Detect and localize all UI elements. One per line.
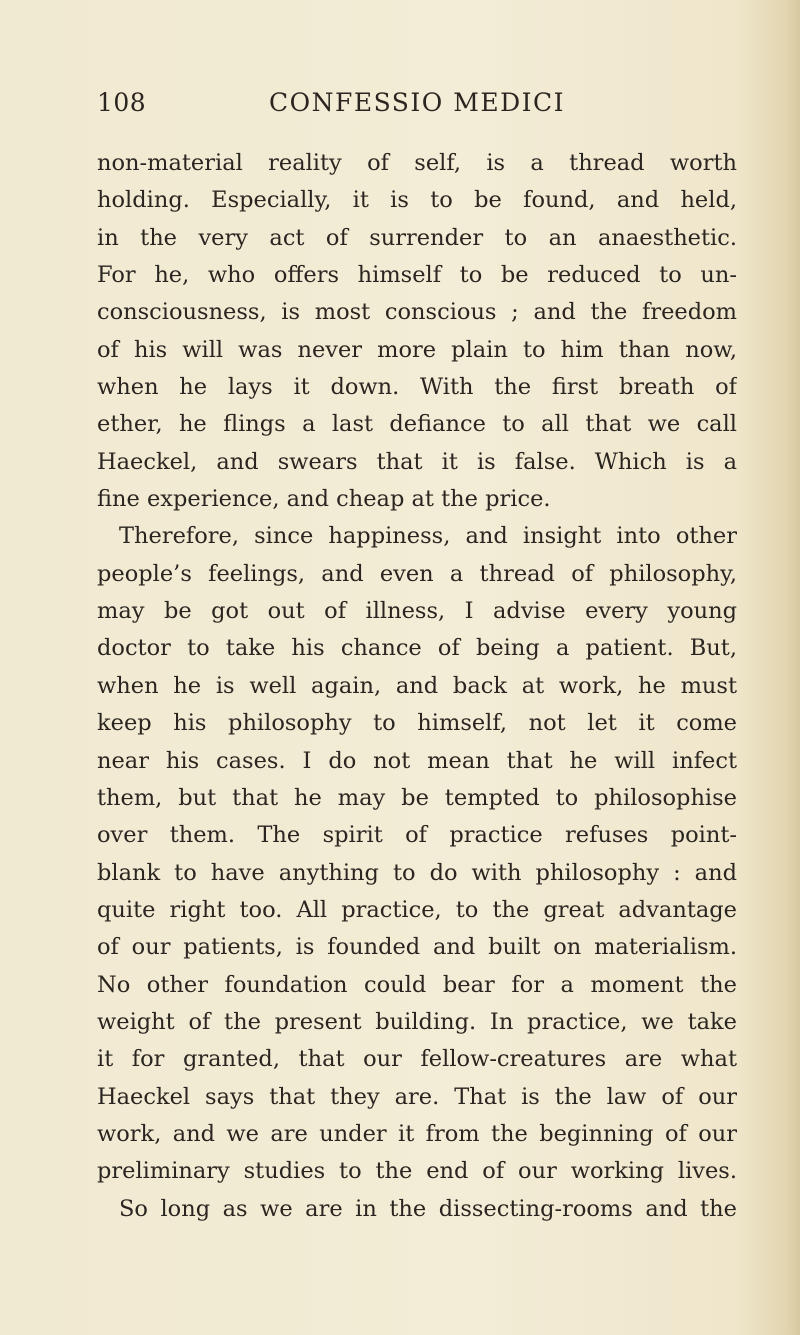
text-line: them, but that he may be tempted to philosophise <box>97 784 737 811</box>
text-line: quite right too. All practice, to the great advantage <box>97 896 737 923</box>
text-line-paragraph-start: So long as we are in the dissecting-rooms and the <box>119 1195 737 1222</box>
page-header <box>97 88 737 128</box>
text-line: doctor to take his chance of being a patient. But, <box>97 635 737 662</box>
text-line: Haeckel says that they are. That is the law of our <box>97 1083 737 1110</box>
running-title: CONFESSIO MEDICI <box>269 88 565 117</box>
text-line: blank to have anything to do with philosophy : and <box>97 859 737 886</box>
text-line: of his will was never more plain to him than now, <box>97 336 737 363</box>
text-line: consciousness, is most conscious ; and the freedom <box>97 299 737 326</box>
text-line: holding. Especially, it is to be found, and held, <box>97 187 737 214</box>
text-line: when he is well again, and back at work, he must <box>97 672 737 699</box>
text-line: over them. The spirit of practice refuses point- <box>97 822 737 849</box>
text-line: in the very act of surrender to an anaesthetic. <box>97 224 737 251</box>
text-line: it for granted, that our fellow-creatures are what <box>97 1046 737 1073</box>
text-line: ether, he flings a last defiance to all that we call <box>97 411 737 438</box>
text-line-paragraph-end: fine experience, and cheap at the price. <box>97 486 551 513</box>
text-line: work, and we are under it from the beginning of our <box>97 1120 737 1147</box>
text-line-paragraph-start: Therefore, since happiness, and insight into other <box>119 523 737 550</box>
text-line: near his cases. I do not mean that he will infect <box>97 747 737 774</box>
text-line: For he, who offers himself to be reduced to un- <box>97 262 737 289</box>
text-line: preliminary studies to the end of our working lives. <box>97 1158 737 1185</box>
text-line: when he lays it down. With the first breath of <box>97 374 737 401</box>
text-line: may be got out of illness, I advise every young <box>97 598 737 625</box>
text-line: Haeckel, and swears that it is false. Which is a <box>97 448 737 475</box>
text-line: No other foundation could bear for a moment the <box>97 971 737 998</box>
page-number: 108 <box>97 88 147 117</box>
text-line: non-material reality of self, is a thread worth <box>97 150 737 176</box>
text-line: people’s feelings, and even a thread of philosophy, <box>97 560 737 587</box>
text-line: of our patients, is founded and built on materialism. <box>97 934 737 961</box>
text-line: weight of the present building. In practice, we take <box>97 1008 737 1035</box>
text-line: keep his philosophy to himself, not let it come <box>97 710 737 737</box>
body-text <box>97 145 737 1228</box>
